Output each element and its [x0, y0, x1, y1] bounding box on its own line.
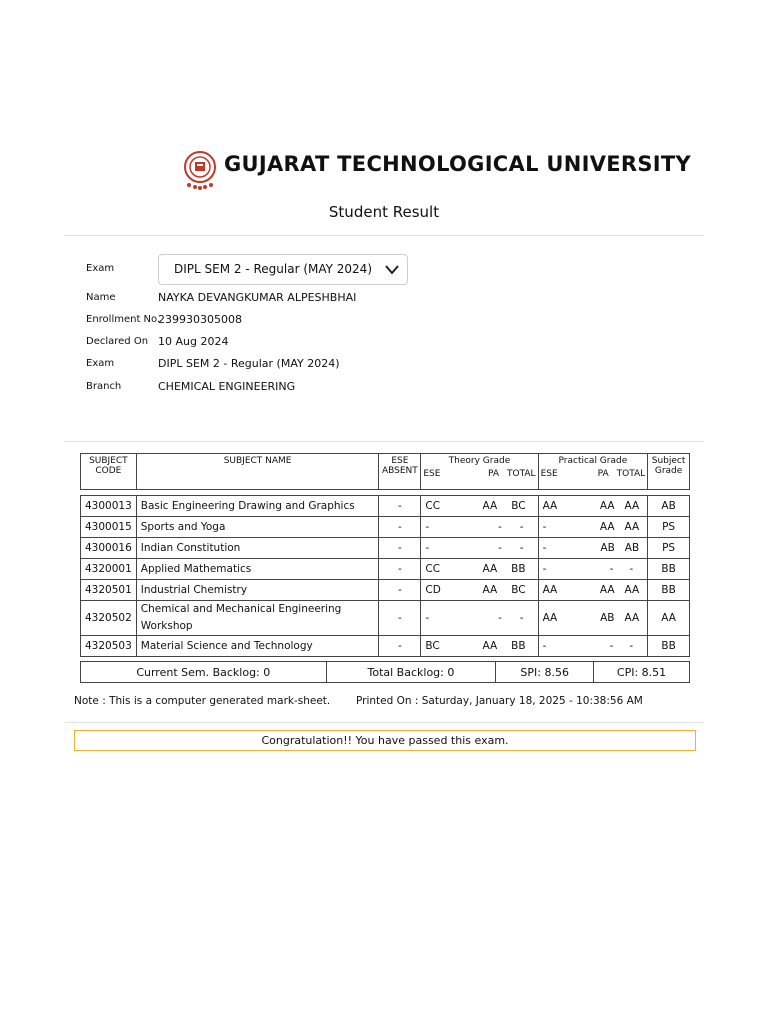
exam-select-label: Exam — [86, 263, 115, 274]
gtu-logo — [183, 150, 217, 190]
header-subject-grade: Subject Grade — [648, 454, 690, 490]
computer-generated-note: Note : This is a computer generated mark-sheet. — [74, 695, 331, 707]
exam-select-dropdown[interactable] — [158, 254, 408, 285]
divider — [64, 722, 704, 723]
printed-on: Printed On : Saturday, January 18, 2025 - 10:38:56 AM — [356, 695, 643, 707]
result-table-header — [81, 454, 690, 490]
current-sem-backlog: Current Sem. Backlog: 0 — [81, 662, 327, 683]
header — [0, 148, 768, 192]
table-row: 4300013 Basic Engineering Drawing and Graphics - CC AA BC AA AA AA AB — [81, 496, 690, 517]
divider — [64, 235, 704, 236]
header-ese-absent: ESE ABSENT — [379, 454, 421, 490]
table-row: 4320001 Applied Mathematics - CC AA BB - - - BB — [81, 559, 690, 580]
table-row: 4320501 Industrial Chemistry - CD AA BC AA AA AA BB — [81, 580, 690, 601]
table-row: 4300016 Indian Constitution - - - - - AB AB PS — [81, 538, 690, 559]
total-backlog: Total Backlog: 0 — [326, 662, 496, 683]
page-title: Student Result — [328, 203, 440, 221]
congratulation-banner: Congratulation!! You have passed this exam. — [74, 730, 696, 751]
table-row: 4300015 Sports and Yoga - - - - - AA AA PS — [81, 517, 690, 538]
cpi-value: CPI: 8.51 — [594, 662, 690, 683]
university-title: GUJARAT TECHNOLOGICAL UNIVERSITY — [224, 152, 692, 176]
student-name: NAYKA DEVANGKUMAR ALPESHBHAI — [158, 291, 357, 304]
enrollment-label: Enrollment No. — [86, 314, 161, 325]
chevron-down-icon — [384, 263, 400, 277]
header-theory-grade: Theory Grade ESE PA TOTAL — [421, 454, 538, 490]
enrollment-number: 239930305008 — [158, 313, 242, 326]
exam-select-value: DIPL SEM 2 - Regular (MAY 2024) — [174, 262, 372, 276]
table-row: 4320503 Material Science and Technology - BC AA BB - - - BB — [81, 636, 690, 657]
summary-table — [80, 661, 690, 683]
header-practical-grade: Practical Grade ESE PA TOTAL — [538, 454, 648, 490]
declared-label: Declared On — [86, 336, 149, 347]
spi-value: SPI: 8.56 — [496, 662, 594, 683]
branch-name: CHEMICAL ENGINEERING — [158, 380, 296, 393]
header-subject-name: SUBJECT NAME — [136, 454, 379, 490]
table-row: 4320502 Chemical and Mechanical Engineering Workshop - - - - AA AB AA AA — [81, 601, 690, 636]
name-label: Name — [86, 292, 116, 303]
branch-label: Branch — [86, 381, 122, 392]
exam-name: DIPL SEM 2 - Regular (MAY 2024) — [158, 357, 340, 370]
header-subject-code: SUBJECT CODE — [81, 454, 137, 490]
declared-date: 10 Aug 2024 — [158, 335, 229, 348]
result-table — [80, 453, 690, 657]
divider — [64, 441, 704, 442]
exam-label: Exam — [86, 358, 115, 369]
